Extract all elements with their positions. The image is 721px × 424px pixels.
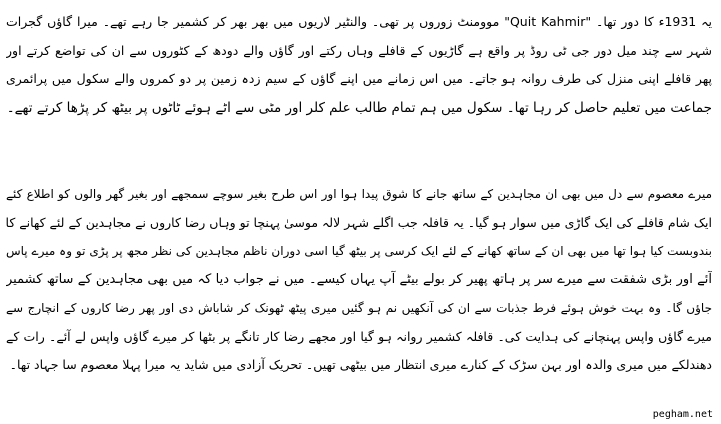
paragraph-2-line-1: میرے معصوم سے دل میں بھی ان مجاہدین کے ساتھ جانے کا شوق پیدا ہوا اور اس طرح بغیر سوچے سمجھے اور بغیر گھر والوں کو اطلاع کئے — [6, 187, 712, 201]
paragraph-2-line-5: جاؤں گا۔ وہ بہت خوش ہوئے فرط جذبات سے ان کی آنکھیں نم ہو گئیں میری پیٹھ ٹھونک کر شاباش دی اور پھر رضا کاروں کے انچارج سے — [6, 301, 712, 315]
paragraph-2-line-2: ایک شام قافلے کی ایک گاڑی میں سوار ہو گیا۔ یہ قافلہ جب اگلے شہر لالہ موسیٰ پہنچا تو وہاں رضا کاروں نے مجاہدین کے لئے کھانے کا — [6, 214, 712, 230]
paragraph-1 — [6, 8, 712, 122]
paragraph-1-line-2: شہر سے چند میل دور جی ٹی روڈ پر واقع ہے گاڑیوں کے قافلے وہاں رکتے اور گاؤں والے دودھ کے کٹوروں سے ان کی تواضع کرتے اور — [6, 42, 712, 58]
paragraph-2-line-6: میرے گاؤں واپس پہنچانے کی ہدایت کی۔ قافلہ کشمیر روانہ ہو گیا اور مجھے رضا کار تانگے پر بٹھا کر میرے گاؤں واپس لے آئے۔ رات کے — [6, 328, 712, 344]
paragraph-2-line-4: آئے اور بڑی شفقت سے میرے سر پر ہاتھ پھیر کر بولے بیٹے آپ یہاں کیسے۔ میں نے جواب دیا کہ میں بھی مجاہدین کے ساتھ کشمیر — [6, 271, 712, 287]
paragraph-2-line-7: دھندلکے میں میری والدہ اور بہن سڑک کے کنارے میری انتظار میں بیٹھی تھیں۔ تحریک آزادی میں شاید یہ میرا پہلا معصوم سا جہاد تھا۔ — [9, 357, 712, 372]
paragraph-2 — [6, 180, 712, 380]
watermark: pegham.net — [652, 409, 713, 420]
paragraph-2-line-3: بندوبست کیا ہوا تھا میں بھی ان کے ساتھ کھانے کے لئے ایک کرسی پر بیٹھ گیا اسی دوران ناظم مجاہدین کی نظر مجھ پر پڑی تو وہ میرے پاس — [6, 244, 712, 258]
paragraph-1-line-4: جماعت میں تعلیم حاصل کر رہا تھا۔ سکول میں ہم تمام طالب علم کلر اور مٹی سے اٹے ہوئے ٹاٹوں پر بیٹھ کر پڑھا کرتے تھے۔ — [6, 99, 712, 116]
paragraph-1-line-1: یہ 1931ء کا دور تھا۔ "Quit Kahmir" موومنٹ زوروں پر تھی۔ والنٹیر لاریوں میں بھر بھر کر کشمیر جا رہے تھے۔ میرا گاؤں گجرات — [6, 14, 712, 29]
paragraph-1-line-3: پھر قافلے اپنی منزل کی طرف روانہ ہو جاتے۔ میں اس زمانے میں اپنے گاؤں کے سیم زدہ زمین پر دو کمروں والے سکول میں پرائمری — [6, 71, 712, 86]
